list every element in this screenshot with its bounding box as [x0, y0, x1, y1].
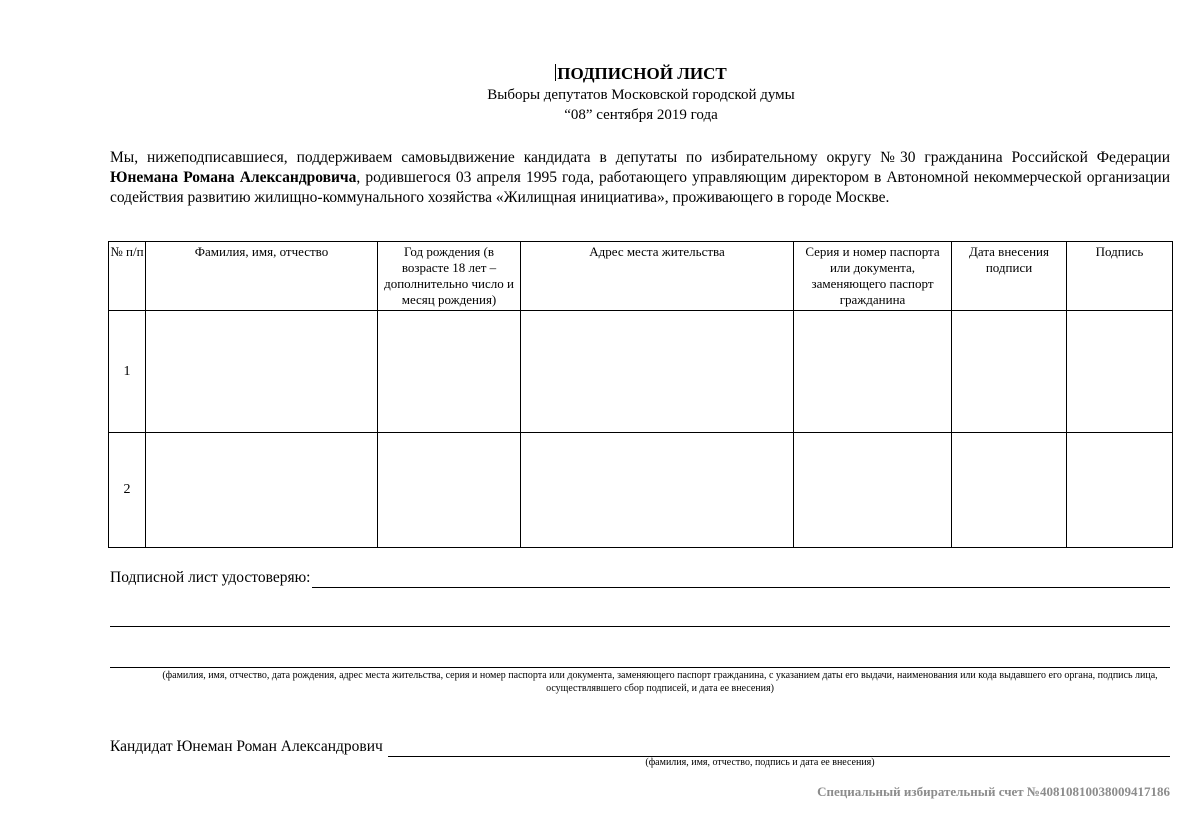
certification-label: Подписной лист удостоверяю: — [110, 569, 311, 586]
cell-date[interactable] — [952, 433, 1067, 548]
row-number: 1 — [109, 311, 146, 433]
certification-line — [110, 568, 1170, 588]
col-header-number: № п/п — [109, 242, 146, 311]
candidate-name: Юнемана Романа Александровича — [110, 169, 357, 186]
cell-birth-year[interactable] — [378, 311, 521, 433]
col-header-full-name: Фамилия, имя, отчество — [146, 242, 378, 311]
election-account-number: Специальный избирательный счет №40810810038009417186 — [817, 784, 1170, 799]
table-row — [109, 311, 1173, 433]
candidate-line — [110, 737, 1170, 757]
certification-blank[interactable] — [312, 571, 1171, 588]
row-number: 2 — [109, 433, 146, 548]
cell-address[interactable] — [521, 433, 794, 548]
cell-passport[interactable] — [794, 311, 952, 433]
election-date: “08” сентября 2019 года — [564, 107, 718, 123]
certification-blank-line-3[interactable] — [110, 667, 1170, 668]
cell-signature[interactable] — [1067, 433, 1173, 548]
cell-birth-year[interactable] — [378, 433, 521, 548]
col-header-signature: Подпись — [1067, 242, 1173, 311]
cell-date[interactable] — [952, 311, 1067, 433]
document-header — [0, 63, 1200, 125]
document-title: ПОДПИСНОЙ ЛИСТ — [557, 64, 727, 83]
col-header-address: Адрес места жительства — [521, 242, 794, 311]
cell-full-name[interactable] — [146, 433, 378, 548]
cell-full-name[interactable] — [146, 311, 378, 433]
col-header-birth-year: Год рождения (в возрасте 18 лет – дополнительно число и месяц рождения) — [378, 242, 521, 311]
intro-paragraph: Мы, нижеподписавшиеся, поддерживаем самовыдвижение кандидата в депутаты по избирательному округу №30 гражданина Российской Федерации Юнемана Романа Александровича, родившегося 03 апреля 1995 года, работающего управляющим директором в Автономной некоммерческой организации содействия развитию жилищно-коммунального хозяйства «Жилищная инициатива», проживающего в городе Москве. — [110, 149, 1171, 206]
col-header-passport: Серия и номер паспорта или документа, заменяющего паспорт гражданина — [794, 242, 952, 311]
candidate-signature-blank[interactable] — [388, 740, 1170, 757]
election-name: Выборы депутатов Московской городской думы — [487, 87, 795, 103]
cell-address[interactable] — [521, 311, 794, 433]
cell-passport[interactable] — [794, 433, 952, 548]
table-header-row — [109, 242, 1173, 311]
candidate-note: (фамилия, имя, отчество, подпись и дата ее внесения) — [645, 757, 875, 768]
signature-table — [108, 241, 1173, 548]
candidate-label: Кандидат Юнеман Роман Александрович — [110, 738, 383, 755]
certification-note: (фамилия, имя, отчество, дата рождения, адрес места жительства, серия и номер паспорта или документа, заменяющего паспорт гражданина, с указанием даты его выдачи, наименования или кода выдавшего его органа, подпись лица, осуществлявшего сбор подписей, и дата ее внесения) — [162, 670, 1158, 694]
cell-signature[interactable] — [1067, 311, 1173, 433]
col-header-date: Дата внесения подписи — [952, 242, 1067, 311]
table-row — [109, 433, 1173, 548]
certification-blank-line-2[interactable] — [110, 626, 1170, 627]
